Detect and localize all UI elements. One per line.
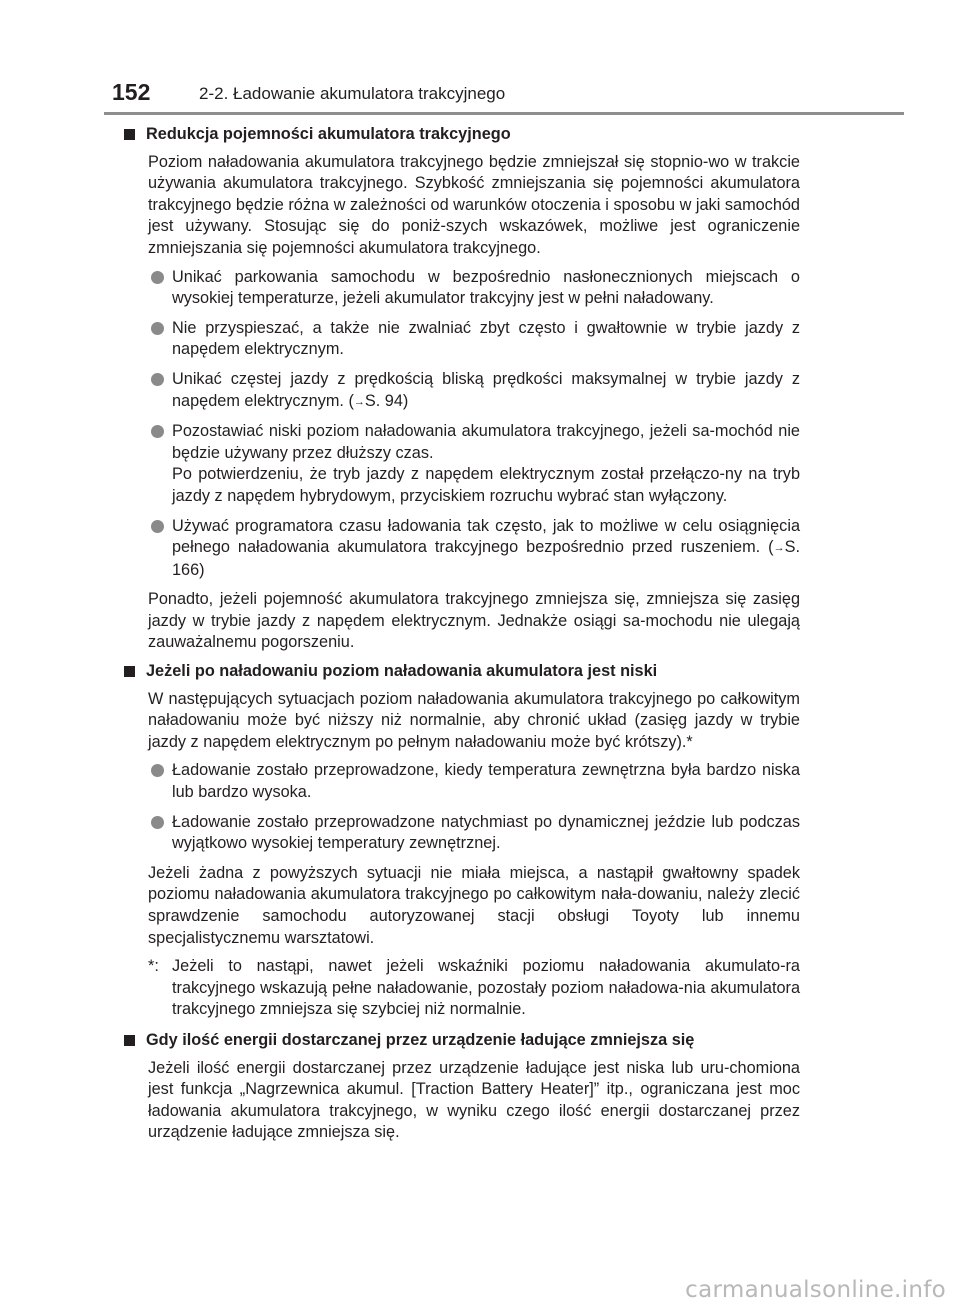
circle-bullet-icon (151, 271, 164, 284)
page-reference-link[interactable]: S. 94) (364, 391, 409, 410)
footnote-marker: *: (148, 957, 159, 976)
page-header (0, 0, 960, 112)
circle-bullet-icon (151, 322, 164, 335)
square-bullet-icon (124, 1035, 135, 1046)
list-item (124, 421, 800, 507)
circle-bullet-icon (151, 425, 164, 438)
square-bullet-icon (124, 129, 135, 140)
intro-paragraph: Poziom naładowania akumulatora trakcyjnego będzie zmniejszał się stopnio-wo w trakcie używania akumulatora trakcyjnego. Szybkość zmniejszania się pojemności akumulatora trakcyjnego będzie różna w zależności od warunków otoczenia i sposobu w jaki samochód jest używany. Stosując się do poniż-szych wskazówek, możliwe jest ograniczenie zmniejszania się pojemności akumulatora trakcyjnego. (148, 152, 800, 257)
bullet-text: Pozostawiać niski poziom naładowania akumulatora trakcyjnego, jeżeli sa-mochód nie będzie używany przez dłuższy czas. (172, 422, 800, 462)
heading-text: Gdy ilość energii dostarczanej przez urządzenie ładujące zmniejsza się (146, 1030, 695, 1049)
bullet-text: Nie przyspieszać, a także nie zwalniać zbyt często i gwałtownie w trybie jazdy z napędem elektrycznym. (172, 318, 800, 359)
section-capacity-reduction (124, 124, 800, 654)
section-heading (124, 1030, 800, 1052)
bullet-text: Ładowanie zostało przeprowadzone, kiedy temperatura zewnętrzna była bardzo niska lub bardzo wysoka. (172, 761, 800, 802)
square-bullet-icon (124, 666, 135, 677)
intro-paragraph: Jeżeli ilość energii dostarczanej przez urządzenie ładujące jest niska lub uru-chomiona jest funkcja „Nagrzewnica akumul. [Traction Battery Heater]” itp., ograniczana jest moc ładowania akumulatora trakcyjnego, w wyniku czego ilość energii dostarczanej przez urządzenie ładujące zmniejsza się. (148, 1058, 800, 1142)
header-divider (104, 112, 904, 115)
list-item (124, 516, 800, 582)
outro-paragraph: Jeżeli żadna z powyższych sytuacji nie miała miejsca, a nastąpił gwałtowny spadek poziomu naładowania akumulatora trakcyjnego po całkowitym nała-dowaniu, należy zlecić sprawdzenie samochodu autoryzowanej stacji obsługi Toyoty lub innemu specjalistycznemu warsztatowi. (148, 863, 800, 947)
heading-text: Jeżeli po naładowaniu poziom naładowania akumulatora jest niski (146, 662, 658, 681)
intro-paragraph: W następujących sytuacjach poziom naładowania akumulatora trakcyjnego po całkowitym naładowaniu może być niższy niż normalnie, aby chronić układ (zasięg jazdy w trybie jazdy z napędem elektrycznym po pełnym naładowaniu może być krótszy).* (148, 689, 800, 751)
circle-bullet-icon (151, 816, 164, 829)
watermark: carmanualsonline.info (685, 1277, 946, 1303)
footnote-text: Jeżeli to nastąpi, nawet jeżeli wskaźniki poziomu naładowania akumulato-ra trakcyjnego wskazują pełne naładowanie, pozostały poziom naładowa-nia akumulatora trakcyjnego zmniejsza się szybciej niż normalnie. (172, 957, 800, 1019)
section-low-charge (124, 661, 800, 1021)
bullet-text: Unikać częstej jazdy z prędkością bliską prędkości maksymalnej w trybie jazdy z napędem elektrycznym. ( (172, 369, 800, 410)
arrow-right-icon: → (773, 542, 785, 555)
section-heading (124, 661, 800, 683)
page-reference-link[interactable]: S. 166) (172, 538, 800, 579)
circle-bullet-icon (151, 373, 164, 386)
list-item (124, 267, 800, 310)
section-heading (124, 124, 800, 146)
circle-bullet-icon (151, 520, 164, 533)
bullet-text: Unikać parkowania samochodu w bezpośrednio nasłonecznionych miejscach o wysokiej temperaturze, jeżeli akumulator trakcyjny jest w pełni naładowany. (172, 267, 800, 308)
arrow-right-icon: → (353, 395, 365, 408)
page-content (124, 124, 800, 1151)
list-item (124, 369, 800, 413)
list-item (124, 760, 800, 803)
section-title: 2-2. Ładowanie akumulatora trakcyjnego (199, 84, 506, 103)
list-item (124, 812, 800, 855)
circle-bullet-icon (151, 764, 164, 777)
heading-text: Redukcja pojemności akumulatora trakcyjnego (146, 125, 511, 143)
bullet-text-continued: Po potwierdzeniu, że tryb jazdy z napędem elektrycznym został przełączo-ny na tryb jazdy z napędem hybrydowym, przyciskiem rozruchu wybrać stan wyłączony. (172, 465, 800, 505)
page-number: 152 (112, 79, 151, 105)
footnote (124, 956, 800, 1021)
outro-paragraph: Ponadto, jeżeli pojemność akumulatora trakcyjnego zmniejsza się, zmniejsza się zasięg jazdy w trybie jazdy z napędem elektrycznym. Jednakże osiągi sa-mochodu nie ulegają zauważalnemu pogorszeniu. (148, 590, 800, 652)
section-charger-power (124, 1030, 800, 1144)
bullet-text: Ładowanie zostało przeprowadzone natychmiast po dynamicznej jeździe lub podczas wyjątkowo wysokiej temperatury zewnętrznej. (172, 812, 800, 853)
bullet-text: Używać programatora czasu ładowania tak często, jak to możliwe w celu osiągnięcia pełnego naładowania akumulatora trakcyjnego bezpośrednio przed ruszeniem. ( (172, 516, 800, 557)
list-item (124, 318, 800, 361)
